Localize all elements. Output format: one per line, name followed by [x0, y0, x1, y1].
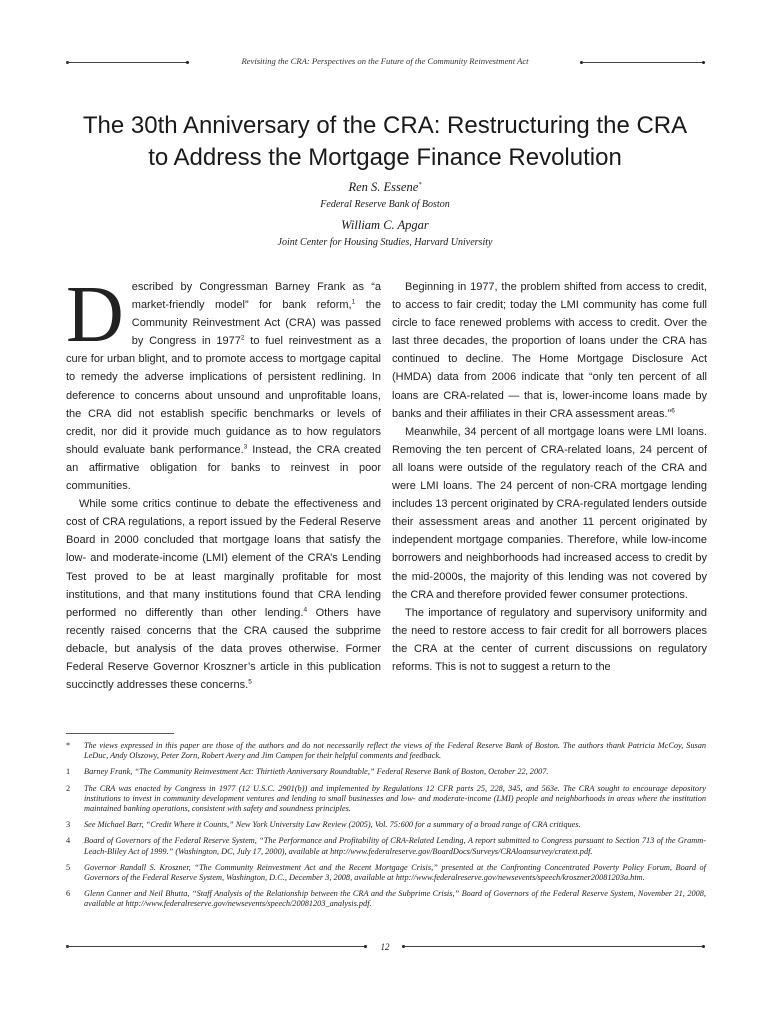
footnote-text: See Michael Barr, “Credit Where it Counts,” New York University Law Review (2005), Vol. 75:600 for a summary of a broad range of CRA critiques. — [84, 820, 581, 830]
author-1-affiliation: Federal Reserve Bank of Boston — [320, 199, 450, 210]
footnote — [66, 741, 706, 761]
article-title-line-1: The 30th Anniversary of the CRA: Restructuring the CRA — [82, 112, 688, 139]
footnote-text[interactable]: Governor Randall S. Kroszner, “The Community Reinvestment Act and the Recent Mortgage Crisis,” presented at the Confronting Concentrated Poverty Policy Forum, Board of Governors of the Federal Reserve System, Washington, D.C., December 3, 2008, available at http://www.federalreserve.gov/newsevents/speech/kroszner20081203a.htm. — [84, 862, 706, 883]
paragraph-text: Beginning in 1977, the problem shifted from access to credit, to access to fair credit; today the LMI community has come full circle to face renewed problems with access to credit. Over the last three decades, the proportion of loans under the CRA has continued to decline. The Home Mortgage Disclosure Act (HMDA) data from 2006 indicate that “only ten percent of all loans are CRA-related — that is, lower-income loans made by banks and their affiliates in their CRA assessment areas.” — [392, 281, 707, 420]
footnote — [66, 863, 706, 883]
paragraph-text: the Community Reinvestment Act (CRA) was passed by Congress in 1977 — [131, 299, 381, 348]
footnote-ref-3[interactable]: 3 — [243, 443, 248, 451]
header-rule-right — [582, 62, 704, 63]
author-1-footnote-mark[interactable]: * — [418, 180, 422, 188]
article-title-line-2: to Address the Mortgage Finance Revolution — [148, 144, 622, 171]
footnote — [66, 889, 706, 909]
footnote-mark: 6 — [66, 889, 71, 899]
body-column-left — [66, 271, 381, 694]
header-rule-dot-right — [702, 61, 705, 64]
footnote-mark: 5 — [66, 862, 71, 872]
footnote-text[interactable]: Glenn Canner and Neil Bhutta, “Staff Analysis of the Relationship between the CRA and the Subprime Crisis,” Board of Governors of the Federal Reserve System, November 21, 2008, available at http://www.federalreserve.gov/newsevents/speech/20081203_analysis.pdf. — [84, 889, 706, 909]
footnote-mark: * — [66, 741, 71, 750]
paragraph-text: While some critics continue to debate the effectiveness and cost of CRA regulations, a report issued by the Federal Reserve Board in 2000 concluded that mortgage loans that satisfy the low- and moderate-income (LMI) element of the CRA’s Lending Test proved to be at least marginally profitable for most institutions, and that many institutions found that CRA lending performed no differently than other lending. — [66, 498, 381, 619]
paragraph: The importance of regulatory and supervisory uniformity and the need to restore access to fair credit for all borrowers places the CRA at the center of current discussions on regulatory reforms. This is not to suggest a return to the — [392, 606, 707, 673]
footnote — [66, 784, 706, 815]
footnote — [66, 820, 706, 830]
footnote — [66, 836, 706, 856]
paragraph — [66, 271, 381, 495]
footnote-ref-6[interactable]: 6 — [671, 407, 675, 414]
footnote-text: Barney Frank, “The Community Reinvestment Act: Thirtieth Anniversary Roundtable,” Federal Reserve Bank of Boston, October 22, 2007. — [84, 767, 549, 777]
author-2 — [0, 218, 770, 233]
paragraph-text: to fuel reinvestment as a cure for urban blight, and to promote access to mortgage capital to remedy the adverse implications of persistent redlining. In deference to concerns about unsound and unprofitable loans, the CRA did not establish specific benchmarks or levels of credit, nor did it provide much guidance as to how regulators should evaluate bank performance. — [66, 335, 381, 456]
footnote-divider — [66, 733, 174, 734]
paragraph — [66, 495, 381, 694]
running-head: Revisiting the CRA: Perspectives on the Future of the Community Reinvestment Act — [241, 56, 529, 66]
footer-rule-dot-right — [702, 945, 705, 948]
author-1-name: Ren S. Essene — [348, 180, 419, 194]
footnote-ref-2[interactable]: 2 — [240, 334, 245, 342]
footnote-text[interactable]: Board of Governors of the Federal Reserve System, “The Performance and Profitability of CRA-Related Lending, A report submitted to Congress pursuant to Section 713 of the Gramm-Leach-Bliley Act of 1999.” (Washington, DC, July 17, 2000), available at http://www.federalreserve.gov/BoardDocs/Surveys/CRAloansurvey/cratext.pdf. — [84, 836, 706, 856]
footnote-text: The views expressed in this paper are those of the authors and do not necessarily reflect the views of the Federal Reserve Bank of Boston. The authors thank Patricia McCoy, Susan LeDuc, Andy Olszowy, Peter Zorn, Robert Avery and Jim Campen for their helpful comments and feedback. — [84, 741, 706, 761]
page-number: 12 — [380, 942, 390, 952]
footnote-ref-4[interactable]: 4 — [303, 606, 308, 614]
author-2-affiliation: Joint Center for Housing Studies, Harvard University — [277, 237, 493, 248]
author-1 — [0, 180, 770, 195]
footnotes — [66, 741, 706, 916]
paragraph-text: escribed by Congressman Barney Frank as “a market-friendly model” for bank reform, — [131, 281, 381, 312]
footnote-mark: 1 — [66, 767, 71, 777]
paragraph — [392, 278, 707, 423]
article-title — [40, 110, 730, 174]
footnote-mark: 2 — [66, 783, 71, 793]
footer-rule-right — [404, 946, 704, 947]
author-2-name: William C. Apgar — [341, 218, 429, 232]
paragraph-text: Instead, the CRA created an affirmative obligation for banks to reinvest in poor communities. — [66, 443, 381, 493]
footnote-mark: 3 — [66, 820, 71, 830]
footnote — [66, 767, 706, 777]
footnote-text: The CRA was enacted by Congress in 1977 (12 U.S.C. 2901(b)) and implemented by Regulations 12 CFR parts 25, 228, 345, and 563e. The CRA sought to encourage depository institutions to invest in community development ventures and lending to small businesses and low- and moderate-income (LMI) people and neighborhoods in areas where the institution maintained banking operations, consistent with safety and soundness principles. — [84, 783, 706, 814]
footnote-ref-1[interactable]: 1 — [351, 298, 356, 306]
drop-cap: D — [66, 271, 124, 359]
paragraph-text: Others have recently raised concerns that the CRA caused the subprime debacle, but analysis of the data proves otherwise. Former Federal Reserve Governor Kroszner’s article in this publication succinctly addresses these concerns. — [66, 606, 381, 692]
body-column-right — [392, 278, 707, 676]
paragraph: Meanwhile, 34 percent of all mortgage loans were LMI loans. Removing the ten percent of CRA-related loans, 24 percent of all loans were outside of the regulatory reach of the CRA and were LMI loans. The 24 percent of non-CRA mortgage lending includes 13 percent originated by CRA-regulated lenders outside their assessment areas and another 11 percent originated by independent mortgage companies. Therefore, while low-income borrowers and neighborhoods had increased access to credit by the mid-2000s, the majority of this lending was not covered by the CRA and therefore provided fewer consumer protections. — [392, 425, 707, 601]
footnote-mark: 4 — [66, 836, 71, 846]
footnote-ref-5[interactable]: 5 — [248, 678, 252, 686]
